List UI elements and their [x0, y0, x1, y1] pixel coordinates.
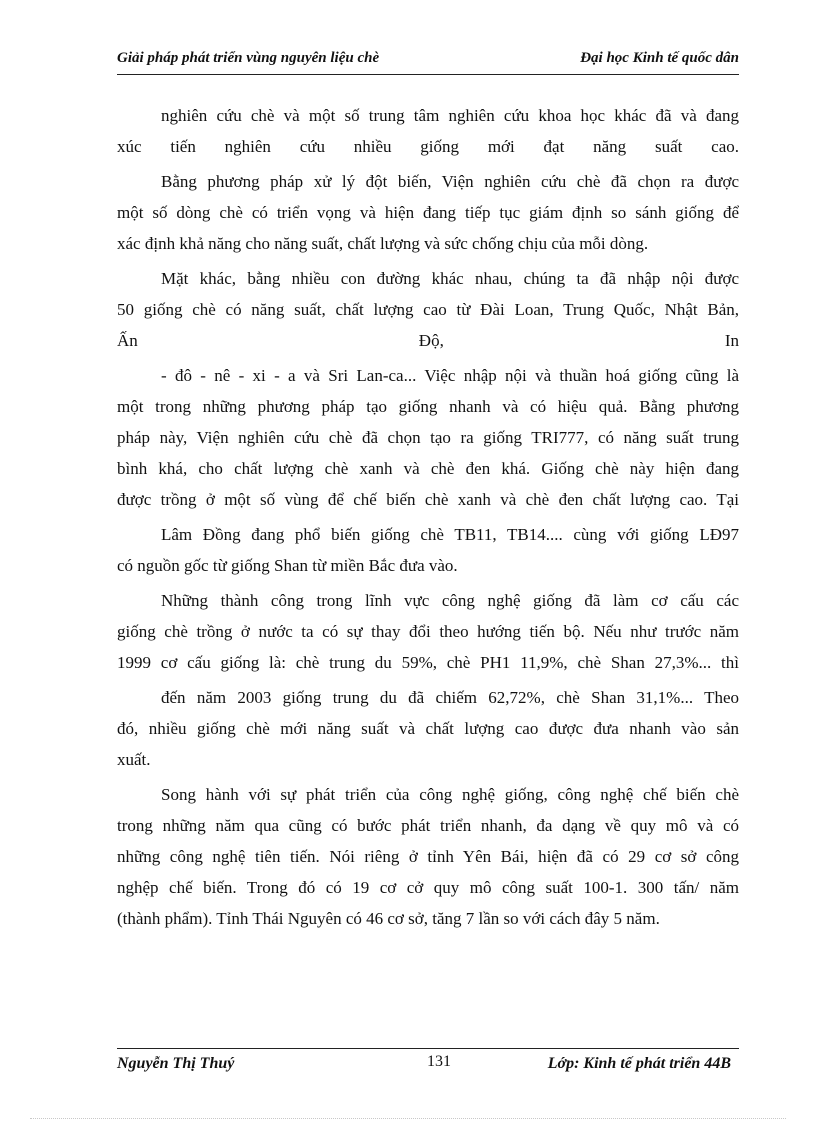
page-header	[117, 46, 739, 75]
page-bottom-divider	[30, 1118, 786, 1119]
text-line: bình khá, cho chất lượng chè xanh và chè đen khá. Giống chè này hiện đang	[117, 459, 739, 478]
text-line: 50 giống chè có năng suất, chất lượng cao từ Đài Loan, Trung Quốc, Nhật Bản,	[117, 300, 739, 319]
text-line: - đô - nê - xi - a và Sri Lan-ca... Việc nhập nội và thuần hoá giống cũng là	[161, 366, 739, 385]
header-left-title: Giải pháp phát triển vùng nguyên liệu chè	[117, 50, 380, 66]
text-line: xuất.	[117, 750, 151, 769]
text-line: nghệp chế biến. Trong đó có 19 cơ cở quy mô công suất 100-1. 300 tấn/ năm	[117, 878, 739, 897]
text-line: xúc tiến nghiên cứu nhiều giống mới đạt năng suất cao.	[117, 137, 739, 156]
text-line: đó, nhiều giống chè mới năng suất và chất lượng cao được đưa nhanh vào sản	[117, 719, 739, 738]
text-line: 1999 cơ cấu giống là: chè trung du 59%, chè PH1 11,9%, chè Shan 27,3%... thì	[117, 653, 739, 672]
page-number: 131	[427, 1053, 451, 1070]
text-line: Bằng phương pháp xử lý đột biến, Viện nghiên cứu chè đã chọn ra được	[161, 172, 739, 191]
text-line: nghiên cứu chè và một số trung tâm nghiên cứu khoa học khác đã và đang	[161, 106, 739, 125]
text-line: (thành phẩm). Tỉnh Thái Nguyên có 46 cơ sở, tăng 7 lần so với cách đây 5 năm.	[117, 909, 660, 928]
text-line: pháp này, Viện nghiên cứu chè đã chọn tạo ra giống TRI777, có năng suất trung	[117, 428, 739, 447]
text-line: những công nghệ tiên tiến. Nói riêng ở tỉnh Yên Bái, hiện đã có 29 cơ sở công	[117, 847, 739, 866]
text-line: xác định khả năng cho năng suất, chất lượng và sức chống chịu của mỗi dòng.	[117, 234, 649, 253]
text-line: có nguồn gốc từ giống Shan từ miền Bắc đưa vào.	[117, 556, 458, 575]
header-right-title: Đại học Kinh tế quốc dân	[580, 50, 739, 66]
text-line: được trồng ở một số vùng để chế biến chè xanh và chè đen chất lượng cao. Tại	[117, 490, 739, 509]
footer-class-label: Lớp: Kinh tế phát triển 44B	[547, 1055, 731, 1072]
text-line: Lâm Đồng đang phổ biến giống chè TB11, TB14.... cùng với giống LĐ97	[161, 525, 739, 544]
text-line: Song hành với sự phát triển của công nghệ giống, công nghệ chế biến chè	[161, 785, 739, 804]
text-line: Ấn Độ, In	[117, 331, 739, 350]
text-line: một số dòng chè có triển vọng và hiện đang tiếp tục giám định so sánh giống để	[117, 203, 739, 222]
text-line: trong những năm qua cũng có bước phát triển nhanh, đa dạng về quy mô và có	[117, 816, 739, 835]
body-text	[117, 100, 739, 934]
footer-author: Nguyễn Thị Thuý	[117, 1055, 235, 1072]
text-line: một trong những phương pháp tạo giống nhanh và có hiệu quả. Bằng phương	[117, 397, 739, 416]
text-line: đến năm 2003 giống trung du đã chiếm 62,72%, chè Shan 31,1%... Theo	[161, 688, 739, 707]
text-line: Những thành công trong lĩnh vực công nghệ giống đã làm cơ cấu các	[161, 591, 739, 610]
text-line: giống chè trồng ở nước ta có sự thay đổi theo hướng tiến bộ. Nếu như trước năm	[117, 622, 739, 641]
page-footer	[117, 1048, 739, 1079]
text-line: Mặt khác, bằng nhiều con đường khác nhau, chúng ta đã nhập nội được	[161, 269, 739, 288]
